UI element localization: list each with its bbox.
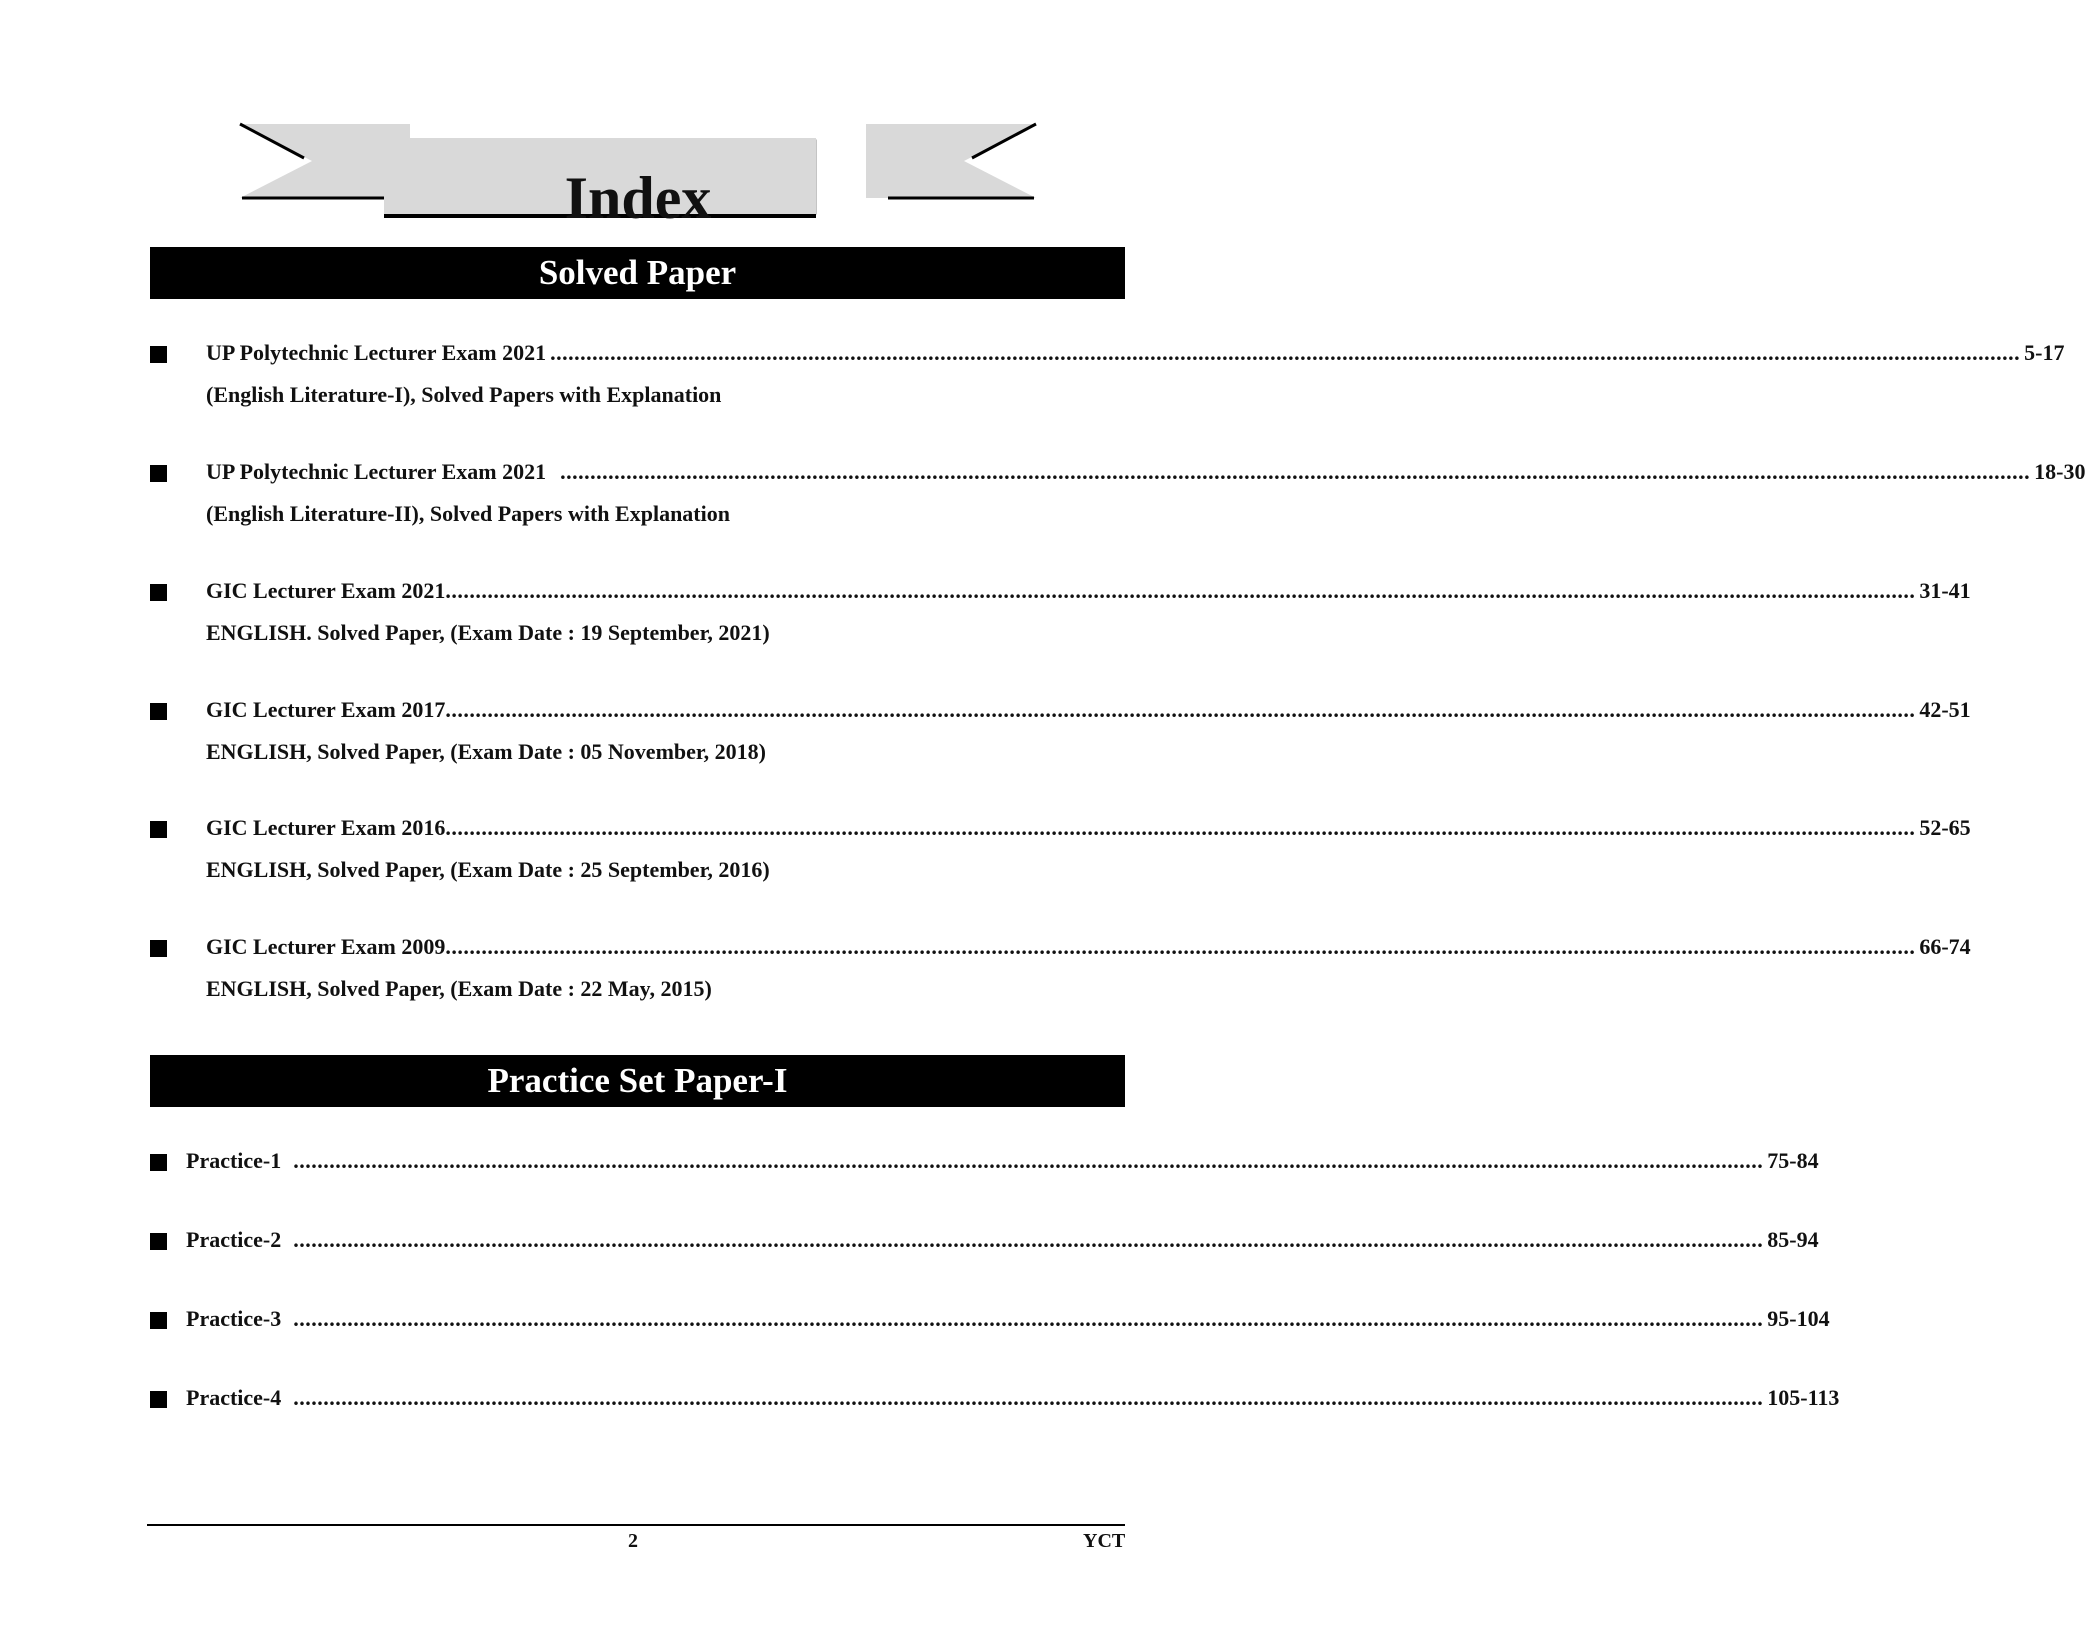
leader-dots: ..................................................................................................................................................................................................................................................... bbox=[560, 459, 2031, 484]
square-bullet-icon bbox=[150, 1233, 167, 1250]
square-bullet-icon bbox=[150, 1154, 167, 1171]
square-bullet-icon bbox=[150, 940, 167, 957]
entry-title: Practice-2 bbox=[186, 1227, 282, 1252]
entry-subtitle: ENGLISH, Solved Paper, (Exam Date : 05 November, 2018) bbox=[206, 739, 766, 764]
entry-pages: 75-84 bbox=[1767, 1148, 1819, 1173]
square-bullet-icon bbox=[150, 584, 167, 601]
index-title: Index bbox=[564, 165, 712, 231]
publisher-brand: YCT bbox=[1083, 1530, 1126, 1552]
entry-subtitle: (English Literature-I), Solved Papers with Explanation bbox=[206, 382, 722, 407]
square-bullet-icon bbox=[150, 703, 167, 720]
entry-pages: 42-51 bbox=[1919, 697, 1971, 722]
leader-dots: ..................................................................................................................................................................................................................................................... bbox=[445, 934, 1916, 959]
entry-title: GIC Lecturer Exam 2021 bbox=[206, 578, 446, 603]
square-bullet-icon bbox=[150, 346, 167, 363]
section-header-solved-paper: Solved Paper bbox=[150, 247, 1125, 299]
entry-subtitle: ENGLISH, Solved Paper, (Exam Date : 22 May, 2015) bbox=[206, 976, 712, 1001]
entry-pages: 85-94 bbox=[1767, 1227, 1819, 1252]
entry-pages: 52-65 bbox=[1919, 815, 1971, 840]
entry-subtitle: ENGLISH, Solved Paper, (Exam Date : 25 September, 2016) bbox=[206, 857, 770, 882]
leader-dots: ..................................................................................................................................................................................................................................................... bbox=[445, 697, 1916, 722]
leader-dots: ..................................................................................................................................................................................................................................................... bbox=[293, 1227, 1764, 1252]
entry-title: UP Polytechnic Lecturer Exam 2021 bbox=[206, 340, 547, 365]
section-header-practice-set: Practice Set Paper-I bbox=[150, 1055, 1125, 1107]
leader-dots: ..................................................................................................................................................................................................................................................... bbox=[293, 1306, 1764, 1331]
entry-pages: 5-17 bbox=[2024, 340, 2065, 365]
leader-dots: ..................................................................................................................................................................................................................................................... bbox=[445, 815, 1916, 840]
entry-pages: 95-104 bbox=[1767, 1306, 1830, 1331]
entry-pages: 66-74 bbox=[1919, 934, 1971, 959]
entry-subtitle: (English Literature-II), Solved Papers with Explanation bbox=[206, 501, 730, 526]
square-bullet-icon bbox=[150, 821, 167, 838]
footer-divider bbox=[147, 1524, 1125, 1526]
index-banner bbox=[238, 118, 1038, 236]
square-bullet-icon bbox=[150, 1391, 167, 1408]
entry-title: UP Polytechnic Lecturer Exam 2021 bbox=[206, 459, 547, 484]
entry-pages: 18-30 bbox=[2034, 459, 2085, 484]
entry-pages: 31-41 bbox=[1919, 578, 1971, 603]
entry-pages: 105-113 bbox=[1767, 1385, 1840, 1410]
leader-dots: ..................................................................................................................................................................................................................................................... bbox=[445, 578, 1916, 603]
leader-dots: ..................................................................................................................................................................................................................................................... bbox=[293, 1148, 1764, 1173]
entry-title: Practice-3 bbox=[186, 1306, 282, 1331]
entry-title: GIC Lecturer Exam 2009 bbox=[206, 934, 446, 959]
entry-subtitle: ENGLISH. Solved Paper, (Exam Date : 19 September, 2021) bbox=[206, 620, 770, 645]
entry-title: Practice-1 bbox=[186, 1148, 282, 1173]
entry-title: GIC Lecturer Exam 2017 bbox=[206, 697, 446, 722]
page-number: 2 bbox=[628, 1530, 638, 1552]
entry-title: Practice-4 bbox=[186, 1385, 282, 1410]
square-bullet-icon bbox=[150, 465, 167, 482]
leader-dots: ..................................................................................................................................................................................................................................................... bbox=[550, 340, 2021, 365]
square-bullet-icon bbox=[150, 1312, 167, 1329]
entry-title: GIC Lecturer Exam 2016 bbox=[206, 815, 446, 840]
leader-dots: ..................................................................................................................................................................................................................................................... bbox=[293, 1385, 1764, 1410]
